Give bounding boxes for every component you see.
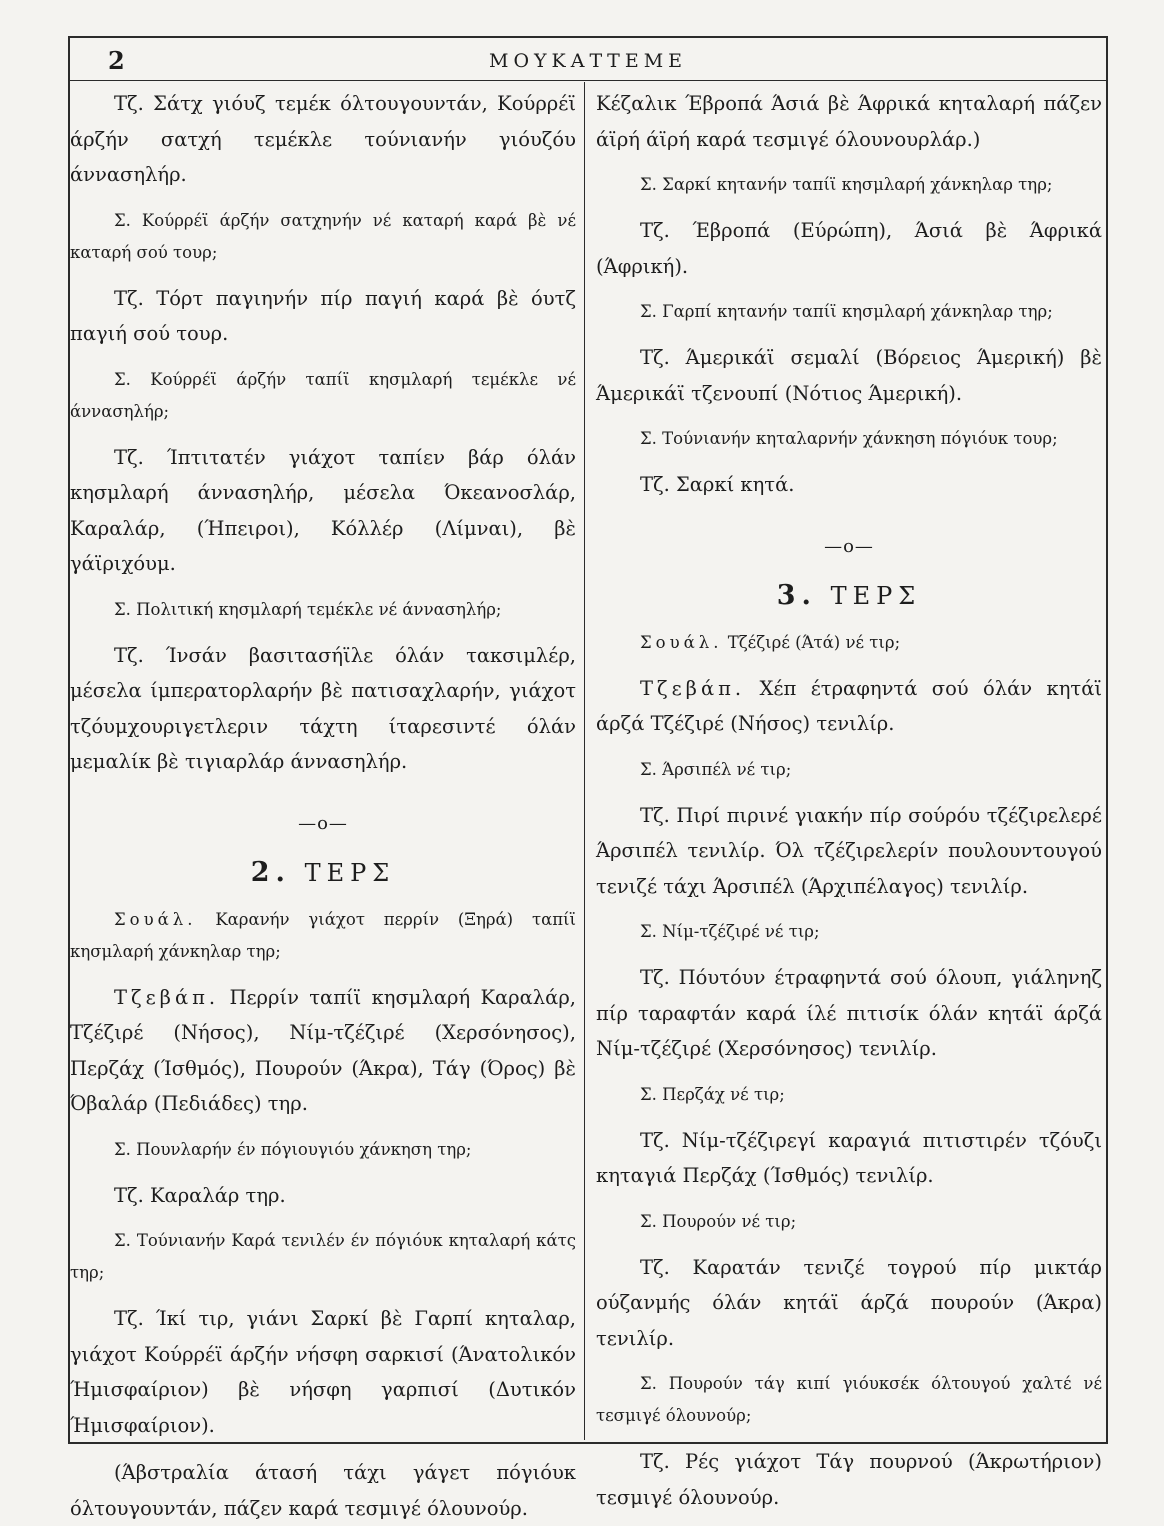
question-paragraph: Σ. Πουνλαρήν έν πόγιουγιόυ χάνκηση τηρ;: [114, 1139, 472, 1159]
answer-paragraph: Τζ. Ίνσάν βασιτασήϊλε όλάν τακσιμλέρ, μέσελα ίμπερατορλαρήν βὲ πατισαχλαρήν, γιάχοτ τζόυμχουριγετλεριν τάχτη ίταρεσιντέ όλάν μεμαλίκ βὲ τιγιαρλάρ άννασηλήρ.: [70, 643, 576, 773]
answer-paragraph: Τζ. Πιρί πιρινέ γιακήν πίρ σούρόυ τζέζιρελερέ Άρσιπέλ τενιλίρ. Όλ τζέζιρελερίν πουλουντουγού τενιζέ τάχι Άρσιπέλ (Άρχιπέλαγος) τενιλίρ.: [596, 803, 1102, 898]
page-number: 2: [108, 46, 125, 75]
question-paragraph: Σ. Κούρρέϊ άρζήν ταπίϊ κησμλαρή τεμέκλε νέ άννασηλήρ;: [70, 369, 576, 421]
answer-paragraph: Τζ. Σάτχ γιόυζ τεμέκ όλτουγουντάν, Κούρρέϊ άρζήν σατχή τεμέκλε τούνιανήν γιόυζόυ άννασηλήρ.: [70, 92, 576, 186]
question-paragraph: Σ. Πολιτική κησμλαρή τεμέκλε νέ άννασηλήρ;: [114, 599, 502, 619]
answer-paragraph: Τζ. Ίπτιτατέν γιάχοτ ταπίεν βάρ όλάν κησμλαρή άννασηλήρ, μέσελα Όκεανοσλάρ, Καραλάρ, (Ήπειροι), Κόλλέρ (Λίμναι), βὲ γάϊριχόυμ.: [70, 445, 576, 575]
question-paragraph: Σ. Πουρούν νέ τιρ;: [640, 1211, 797, 1231]
section-heading: [70, 855, 576, 892]
column-divider: [584, 82, 585, 1440]
answer-paragraph: Τζ. Άμερικάϊ σεμαλί (Βόρειος Άμερική) βὲ Άμερικάϊ τζενουπί (Νότιος Άμερική).: [596, 346, 1102, 405]
answer-paragraph: Τζ. Πόυτόυν έτραφηντά σού όλουπ, γιάληνηζ πίρ ταραφτάν καρά ίλέ πιτισίκ όλάν κητάϊ άρζά Νίμ-τζέζιρέ (Χερσόνησος) τενιλίρ.: [596, 966, 1102, 1060]
section-title: ΤΕΡΣ: [830, 582, 922, 610]
question-paragraph: Σ. Πουρούν τάγ κιπί γιόυκσέκ όλτουγού χαλτέ νέ τεσμιγέ όλουνούρ;: [596, 1374, 1102, 1425]
question-paragraph: Σ. Περζάχ νέ τιρ;: [640, 1084, 785, 1104]
answer-paragraph: Τζ. Καραλάρ τηρ.: [114, 1183, 286, 1207]
answer-paragraph: [70, 980, 576, 1122]
answer-text: Περρίν ταπίϊ κησμλαρή Καραλάρ, Τζέζιρέ (Νήσος), Νίμ-τζέζιρέ (Χερσόνησος), Περζάχ (Ίσθμός), Πουρούν (Άκρα), Τάγ (Όρος) βὲ Όβαλάρ (Πεδιάδες) τηρ.: [70, 985, 576, 1115]
section-title: ΤΕΡΣ: [304, 859, 396, 887]
answer-label: Τζεβάπ.: [114, 985, 220, 1009]
answer-label: Τζεβάπ.: [640, 676, 746, 700]
question-paragraph: Σ. Γαρπί κητανήν ταπίϊ κησμλαρή χάνκηλαρ τηρ;: [640, 302, 1053, 321]
answer-paragraph: Τζ. Έβροπά (Εύρώπη), Άσιά βὲ Άφρικά (Άφρική).: [596, 219, 1102, 278]
question-paragraph: Σ. Τούνιανήν κηταλαρνήν χάνκηση πόγιόυκ τουρ;: [640, 429, 1058, 448]
answer-paragraph: Τζ. Ρές γιάχοτ Τάγ πουρνού (Άκρωτήριον) τεσμιγέ όλουνούρ.: [596, 1450, 1102, 1509]
question-paragraph: Σ. Κούρρέϊ άρζήν σατχηνήν νέ καταρή καρά βὲ νέ καταρή σού τουρ;: [70, 210, 576, 262]
answer-paragraph: Τζ. Νίμ-τζέζιρεγί καραγιά πιτιστιρέν τζόυζι κηταγιά Περζάχ (Ίσθμός) τενιλίρ.: [596, 1128, 1102, 1187]
section-separator: —ο—: [824, 535, 874, 557]
note-continuation: Κέζαλικ Έβροπά Άσιά βὲ Άφρικά κηταλαρή πάζεν άϊρή άϊρή καρά τεσμιγέ όλουνουρλάρ.): [596, 92, 1102, 151]
answer-paragraph: [596, 671, 1102, 742]
answer-text: Χέπ έτραφηντά σού όλάν κητάϊ άρζά Τζέζιρέ (Νήσος) τενιλίρ.: [596, 676, 1103, 735]
right-column: [596, 86, 1102, 1515]
question-paragraph: Σ. Τούνιανήν Καρά τενιλέν έν πόγιόυκ κηταλαρή κάτς τηρ;: [70, 1231, 576, 1282]
question-paragraph: Σ. Σαρκί κητανήν ταπίϊ κησμλαρή χάνκηλαρ τηρ;: [640, 175, 1053, 194]
page-header: [70, 40, 1106, 81]
note-paragraph: (Άβστραλία άτασή τάχι γάγετ πόγιόυκ όλτουγουντάν, πάζεν καρά τεσμιγέ όλουνούρ.: [70, 1461, 576, 1520]
answer-paragraph: Τζ. Καρατάν τενιζέ τογρού πίρ μικτάρ ούζανμής όλάν κητάϊ άρζά πουρούν (Άκρα) τενιλίρ.: [596, 1255, 1102, 1350]
answer-paragraph: Τζ. Ίκί τιρ, γιάνι Σαρκί βὲ Γαρπί κηταλαρ, γιάχοτ Κούρρέϊ άρζήν νήσφη σαρκισί (Άνατολικόν Ήμισφαίριον) βὲ νήσφη γαρπισί (Δυτικόν Ήμισφαίριον).: [70, 1307, 576, 1437]
left-column: [70, 86, 576, 1526]
section-number: 2.: [250, 857, 291, 888]
section-separator: —ο—: [298, 812, 348, 834]
question-paragraph: Σ. Άρσιπέλ νέ τιρ;: [640, 759, 792, 779]
question-paragraph: [70, 904, 576, 968]
question-text: Τζέζιρέ (Άτά) νέ τιρ;: [727, 632, 901, 652]
section-number: 3.: [776, 580, 817, 611]
question-text: Καρανήν γιάχοτ περρίν (Ξηρά) ταπίϊ κησμλαρή χάνκηλαρ τηρ;: [70, 909, 576, 961]
answer-paragraph: Τζ. Σαρκί κητά.: [640, 473, 795, 496]
question-paragraph: Σ. Νίμ-τζέζιρέ νέ τιρ;: [640, 922, 820, 941]
question-label: Σουάλ.: [640, 632, 723, 652]
answer-paragraph: Τζ. Τόρτ παγιηνήν πίρ παγιή καρά βὲ όυτζ παγιή σού τουρ.: [70, 286, 576, 345]
question-paragraph: [596, 627, 1102, 659]
question-label: Σουάλ.: [114, 909, 197, 929]
section-heading: [596, 578, 1102, 615]
running-head: ΜΟΥΚΑΤΤΕΜΕ: [488, 50, 688, 72]
